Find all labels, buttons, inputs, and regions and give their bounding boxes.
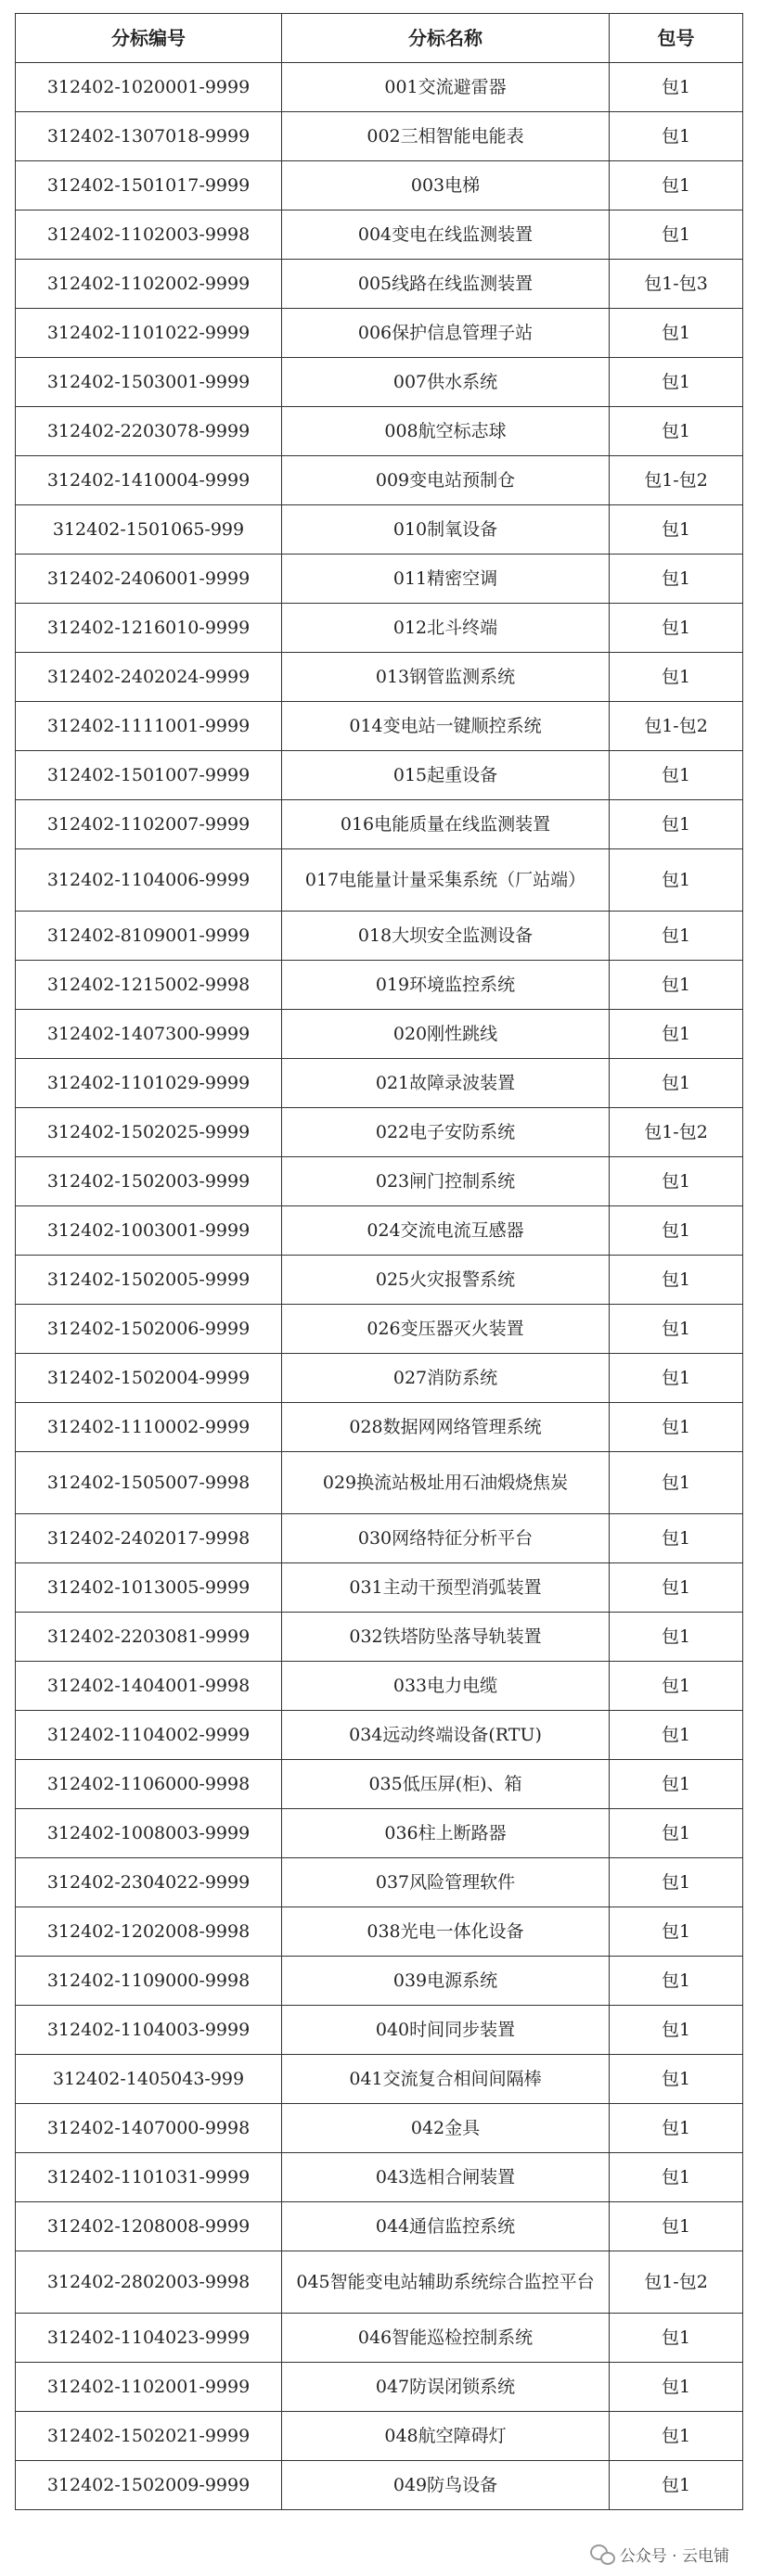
cell-name: 009变电站预制仓	[282, 456, 610, 505]
cell-code: 312402-1008003-9999	[16, 1809, 282, 1858]
cell-package: 包1	[610, 2412, 743, 2461]
cell-package: 包1	[610, 2006, 743, 2055]
cell-code: 312402-2802003-9998	[16, 2251, 282, 2314]
cell-package: 包1	[610, 1711, 743, 1760]
table-row	[16, 1059, 743, 1108]
cell-package: 包1	[610, 309, 743, 358]
cell-name: 044通信监控系统	[282, 2202, 610, 2251]
cell-code: 312402-2402024-9999	[16, 653, 282, 702]
cell-code: 312402-1407300-9999	[16, 1010, 282, 1059]
cell-package: 包1	[610, 555, 743, 604]
cell-name: 042金具	[282, 2104, 610, 2153]
table-row	[16, 1662, 743, 1711]
cell-name: 005线路在线监测装置	[282, 260, 610, 309]
table-row	[16, 2314, 743, 2363]
cell-name: 012北斗终端	[282, 604, 610, 653]
table-row	[16, 653, 743, 702]
cell-name: 017电能量计量采集系统（厂站端）	[282, 849, 610, 912]
cell-name: 030网络特征分析平台	[282, 1514, 610, 1563]
table-row	[16, 2363, 743, 2412]
cell-code: 312402-1502004-9999	[16, 1354, 282, 1403]
cell-code: 312402-1102002-9999	[16, 260, 282, 309]
table-row	[16, 407, 743, 456]
cell-name: 032铁塔防坠落导轨装置	[282, 1613, 610, 1662]
cell-package: 包1-包2	[610, 1108, 743, 1157]
table-row	[16, 2055, 743, 2104]
cell-package: 包1	[610, 1059, 743, 1108]
cell-code: 312402-2406001-9999	[16, 555, 282, 604]
table-row	[16, 260, 743, 309]
cell-name: 038光电一体化设备	[282, 1907, 610, 1957]
table-row	[16, 1157, 743, 1206]
cell-package: 包1	[610, 849, 743, 912]
cell-code: 312402-1407000-9998	[16, 2104, 282, 2153]
table-header-row	[16, 14, 743, 63]
cell-code: 312402-1104002-9999	[16, 1711, 282, 1760]
cell-name: 018大坝安全监测设备	[282, 912, 610, 961]
table-row	[16, 1711, 743, 1760]
cell-package: 包1	[610, 1157, 743, 1206]
cell-name: 040时间同步装置	[282, 2006, 610, 2055]
cell-name: 027消防系统	[282, 1354, 610, 1403]
cell-name: 001交流避雷器	[282, 63, 610, 112]
cell-package: 包1	[610, 505, 743, 555]
cell-code: 312402-2203078-9999	[16, 407, 282, 456]
cell-package: 包1	[610, 2055, 743, 2104]
cell-name: 049防鸟设备	[282, 2461, 610, 2510]
cell-code: 312402-1104023-9999	[16, 2314, 282, 2363]
cell-package: 包1	[610, 1305, 743, 1354]
cell-code: 312402-1102003-9998	[16, 210, 282, 260]
table-row	[16, 161, 743, 210]
header-code: 分标编号	[16, 14, 282, 63]
table-row	[16, 1206, 743, 1256]
table-row	[16, 1613, 743, 1662]
cell-code: 312402-1104003-9999	[16, 2006, 282, 2055]
cell-package: 包1	[610, 1613, 743, 1662]
bid-section-table	[15, 13, 743, 2510]
cell-package: 包1	[610, 407, 743, 456]
table-row	[16, 2006, 743, 2055]
table-row	[16, 456, 743, 505]
cell-name: 015起重设备	[282, 751, 610, 800]
cell-package: 包1	[610, 1809, 743, 1858]
table-row	[16, 1403, 743, 1452]
cell-code: 312402-2203081-9999	[16, 1613, 282, 1662]
cell-code: 312402-1307018-9999	[16, 112, 282, 161]
cell-code: 312402-1216010-9999	[16, 604, 282, 653]
cell-name: 041交流复合相间间隔棒	[282, 2055, 610, 2104]
cell-name: 026变压器灭火装置	[282, 1305, 610, 1354]
cell-name: 035低压屏(柜)、箱	[282, 1760, 610, 1809]
cell-package: 包1	[610, 1760, 743, 1809]
cell-code: 312402-1405043-999	[16, 2055, 282, 2104]
cell-code: 312402-1104006-9999	[16, 849, 282, 912]
cell-package: 包1	[610, 161, 743, 210]
cell-name: 007供水系统	[282, 358, 610, 407]
cell-package: 包1-包2	[610, 456, 743, 505]
cell-name: 029换流站极址用石油煅烧焦炭	[282, 1452, 610, 1514]
cell-package: 包1	[610, 751, 743, 800]
cell-package: 包1	[610, 1354, 743, 1403]
cell-code: 312402-1502021-9999	[16, 2412, 282, 2461]
cell-code: 312402-1106000-9998	[16, 1760, 282, 1809]
table-row	[16, 112, 743, 161]
cell-name: 034远动终端设备(RTU)	[282, 1711, 610, 1760]
cell-code: 312402-1502005-9999	[16, 1256, 282, 1305]
table-row	[16, 751, 743, 800]
cell-package: 包1	[610, 1452, 743, 1514]
table-row	[16, 1354, 743, 1403]
table-row	[16, 1563, 743, 1613]
cell-package: 包1	[610, 2153, 743, 2202]
table-row	[16, 1858, 743, 1907]
cell-code: 312402-1215002-9998	[16, 961, 282, 1010]
table-row	[16, 1452, 743, 1514]
table-row	[16, 1957, 743, 2006]
cell-code: 312402-1102007-9999	[16, 800, 282, 849]
table-row	[16, 702, 743, 751]
cell-code: 312402-1202008-9998	[16, 1907, 282, 1957]
cell-code: 312402-1102001-9999	[16, 2363, 282, 2412]
cell-code: 312402-1502025-9999	[16, 1108, 282, 1157]
table-row	[16, 555, 743, 604]
cell-name: 048航空障碍灯	[282, 2412, 610, 2461]
cell-code: 312402-1111001-9999	[16, 702, 282, 751]
table-body	[16, 63, 743, 2510]
cell-name: 045智能变电站辅助系统综合监控平台	[282, 2251, 610, 2314]
table-row	[16, 2251, 743, 2314]
cell-name: 010制氧设备	[282, 505, 610, 555]
cell-package: 包1	[610, 1010, 743, 1059]
wechat-watermark	[585, 2537, 735, 2570]
cell-name: 008航空标志球	[282, 407, 610, 456]
cell-code: 312402-1101022-9999	[16, 309, 282, 358]
cell-name: 023闸门控制系统	[282, 1157, 610, 1206]
cell-package: 包1	[610, 1858, 743, 1907]
cell-name: 039电源系统	[282, 1957, 610, 2006]
cell-code: 312402-1501065-999	[16, 505, 282, 555]
cell-code: 312402-1101031-9999	[16, 2153, 282, 2202]
table-row	[16, 2153, 743, 2202]
cell-name: 028数据网网络管理系统	[282, 1403, 610, 1452]
cell-name: 024交流电流互感器	[282, 1206, 610, 1256]
table-row	[16, 2461, 743, 2510]
cell-name: 002三相智能电能表	[282, 112, 610, 161]
cell-code: 312402-1109000-9998	[16, 1957, 282, 2006]
table-row	[16, 1907, 743, 1957]
cell-name: 003电梯	[282, 161, 610, 210]
table-row	[16, 309, 743, 358]
cell-name: 014变电站一键顺控系统	[282, 702, 610, 751]
cell-name: 043选相合闸装置	[282, 2153, 610, 2202]
cell-name: 020刚性跳线	[282, 1010, 610, 1059]
table-row	[16, 1305, 743, 1354]
watermark-text: 公众号 · 云电铺	[619, 2546, 729, 2566]
cell-package: 包1	[610, 1957, 743, 2006]
cell-code: 312402-1502009-9999	[16, 2461, 282, 2510]
cell-package: 包1	[610, 653, 743, 702]
cell-code: 312402-2402017-9998	[16, 1514, 282, 1563]
cell-name: 006保护信息管理子站	[282, 309, 610, 358]
cell-package: 包1	[610, 2202, 743, 2251]
cell-package: 包1	[610, 1563, 743, 1613]
header-package: 包号	[610, 14, 743, 63]
cell-name: 013钢管监测系统	[282, 653, 610, 702]
table-row	[16, 358, 743, 407]
cell-code: 312402-1013005-9999	[16, 1563, 282, 1613]
cell-code: 312402-2304022-9999	[16, 1858, 282, 1907]
cell-package: 包1-包3	[610, 260, 743, 309]
cell-package: 包1	[610, 912, 743, 961]
table-row	[16, 1108, 743, 1157]
cell-code: 312402-1505007-9998	[16, 1452, 282, 1514]
cell-package: 包1	[610, 1403, 743, 1452]
cell-package: 包1	[610, 112, 743, 161]
table-row	[16, 1514, 743, 1563]
cell-package: 包1	[610, 1256, 743, 1305]
cell-package: 包1	[610, 1206, 743, 1256]
cell-code: 312402-1110002-9999	[16, 1403, 282, 1452]
cell-package: 包1	[610, 961, 743, 1010]
table-row	[16, 1809, 743, 1858]
cell-name: 037风险管理软件	[282, 1858, 610, 1907]
cell-package: 包1	[610, 2104, 743, 2153]
cell-code: 312402-8109001-9999	[16, 912, 282, 961]
cell-code: 312402-1208008-9999	[16, 2202, 282, 2251]
cell-package: 包1	[610, 604, 743, 653]
header-name: 分标名称	[282, 14, 610, 63]
table-row	[16, 1010, 743, 1059]
cell-code: 312402-1410004-9999	[16, 456, 282, 505]
cell-package: 包1	[610, 1907, 743, 1957]
table-row	[16, 800, 743, 849]
cell-code: 312402-1502003-9999	[16, 1157, 282, 1206]
cell-name: 031主动干预型消弧装置	[282, 1563, 610, 1613]
cell-code: 312402-1404001-9998	[16, 1662, 282, 1711]
cell-name: 004变电在线监测装置	[282, 210, 610, 260]
table-row	[16, 2412, 743, 2461]
table-row	[16, 63, 743, 112]
cell-name: 021故障录波装置	[282, 1059, 610, 1108]
table-row	[16, 505, 743, 555]
cell-name: 046智能巡检控制系统	[282, 2314, 610, 2363]
cell-package: 包1-包2	[610, 2251, 743, 2314]
cell-code: 312402-1101029-9999	[16, 1059, 282, 1108]
cell-package: 包1	[610, 800, 743, 849]
cell-name: 033电力电缆	[282, 1662, 610, 1711]
table-row	[16, 2202, 743, 2251]
cell-code: 312402-1503001-9999	[16, 358, 282, 407]
wechat-icon	[590, 2544, 614, 2564]
cell-package: 包1	[610, 2461, 743, 2510]
cell-code: 312402-1501017-9999	[16, 161, 282, 210]
cell-name: 011精密空调	[282, 555, 610, 604]
table-row	[16, 849, 743, 912]
table-row	[16, 210, 743, 260]
cell-code: 312402-1502006-9999	[16, 1305, 282, 1354]
cell-package: 包1-包2	[610, 702, 743, 751]
cell-code: 312402-1501007-9999	[16, 751, 282, 800]
cell-package: 包1	[610, 2363, 743, 2412]
table-row	[16, 1760, 743, 1809]
cell-package: 包1	[610, 358, 743, 407]
cell-code: 312402-1020001-9999	[16, 63, 282, 112]
cell-package: 包1	[610, 1514, 743, 1563]
table-row	[16, 961, 743, 1010]
cell-package: 包1	[610, 63, 743, 112]
table-row	[16, 604, 743, 653]
table-row	[16, 912, 743, 961]
cell-name: 036柱上断路器	[282, 1809, 610, 1858]
cell-name: 047防误闭锁系统	[282, 2363, 610, 2412]
cell-name: 025火灾报警系统	[282, 1256, 610, 1305]
table-row	[16, 1256, 743, 1305]
cell-code: 312402-1003001-9999	[16, 1206, 282, 1256]
cell-name: 022电子安防系统	[282, 1108, 610, 1157]
cell-package: 包1	[610, 1662, 743, 1711]
cell-name: 016电能质量在线监测装置	[282, 800, 610, 849]
table-row	[16, 2104, 743, 2153]
cell-package: 包1	[610, 2314, 743, 2363]
cell-name: 019环境监控系统	[282, 961, 610, 1010]
cell-package: 包1	[610, 210, 743, 260]
